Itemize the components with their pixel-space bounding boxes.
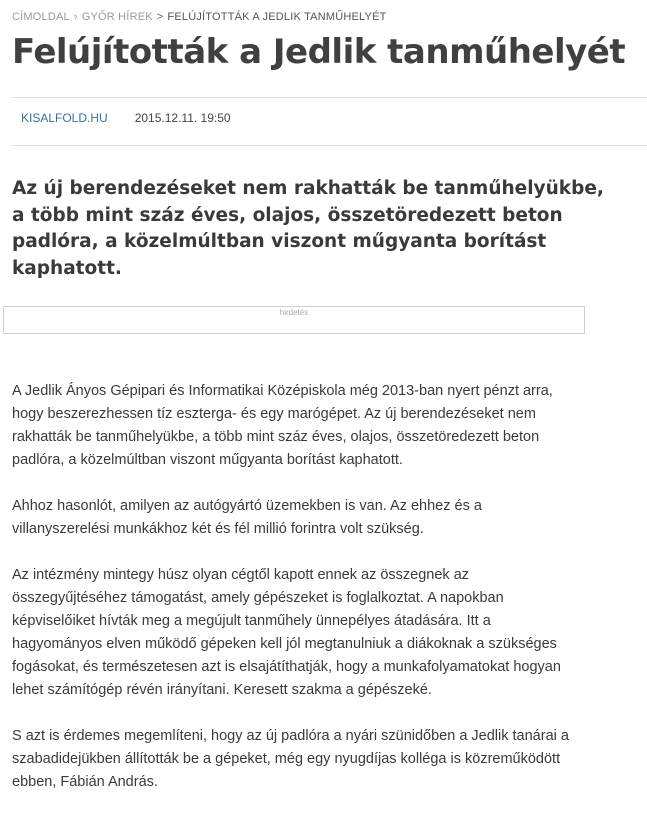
article-meta	[21, 111, 231, 125]
article-paragraph: Ahhoz hasonlót, amilyen az autógyártó üzemekben is van. Az ehhez és a villanyszerelési munkákhoz két és fél millió forintra volt szükség.	[12, 498, 482, 537]
breadcrumb	[12, 11, 387, 23]
ad-banner[interactable]	[3, 306, 585, 334]
breadcrumb-home-link[interactable]: CÍMOLDAL	[12, 11, 70, 23]
publish-date: 2015.12.11. 19:50	[134, 111, 231, 125]
meta-divider-top	[12, 97, 647, 98]
article-lead: Az új berendezéseket nem rakhatták be tanműhelyükbe, a több mint száz éves, olajos, összetöredezett beton padlóra, a közelmúltban viszont műgyanta borítást kaphatott.	[12, 178, 604, 279]
article-paragraph: A Jedlik Ányos Gépipari és Informatikai Középiskola még 2013-ban nyert pénzt arra, hogy beszerezhessen tíz eszterga- és egy marógépet. Az új berendezéseket nem rakhatták be tanműhelyükbe, a több mint száz éves, olajos, összetöredezett beton padlóra, a közelmúltban viszont műgyanta borítást kaphatott.	[12, 383, 553, 468]
ad-label: hirdetés	[279, 308, 309, 317]
breadcrumb-separator: >	[156, 11, 164, 23]
article-paragraph: S azt is érdemes megemlíteni, hogy az új padlóra a nyári szünidőben a Jedlik tanárai a szabadidejükben állították be a gépeket, még egy nyugdíjas kolléga is közreműködött ebben, Fábián András.	[12, 728, 569, 790]
breadcrumb-section-link[interactable]: GYŐR HÍREK	[81, 11, 153, 23]
meta-divider-bottom	[12, 145, 647, 146]
breadcrumb-chevron-icon: ›	[73, 11, 78, 23]
source-link[interactable]: KISALFOLD.HU	[21, 111, 108, 125]
page-title: Felújították a Jedlik tanműhelyét	[12, 32, 626, 72]
article-paragraph: Az intézmény mintegy húsz olyan cégtől kapott ennek az összegnek az összegyűjtéséhez támogatást, amely gépészeket is foglalkoztat. A napokban képviselőiket hívták meg a megújult tanműhely ünnepélyes átadására. Itt a hagyományos elven működő gépeken kell jól megtanulniuk a diákoknak a szükséges fogásokat, és természetesen azt is elsajátíthatják, hogy a munkafolyamatokat hogyan lehet számítógép révén irányítani. Keresett szakma a gépészeké.	[12, 567, 561, 698]
breadcrumb-current: FELÚJÍTOTTÁK A JEDLIK TANMŰHELYÉT	[167, 11, 387, 23]
article-body	[12, 380, 572, 817]
